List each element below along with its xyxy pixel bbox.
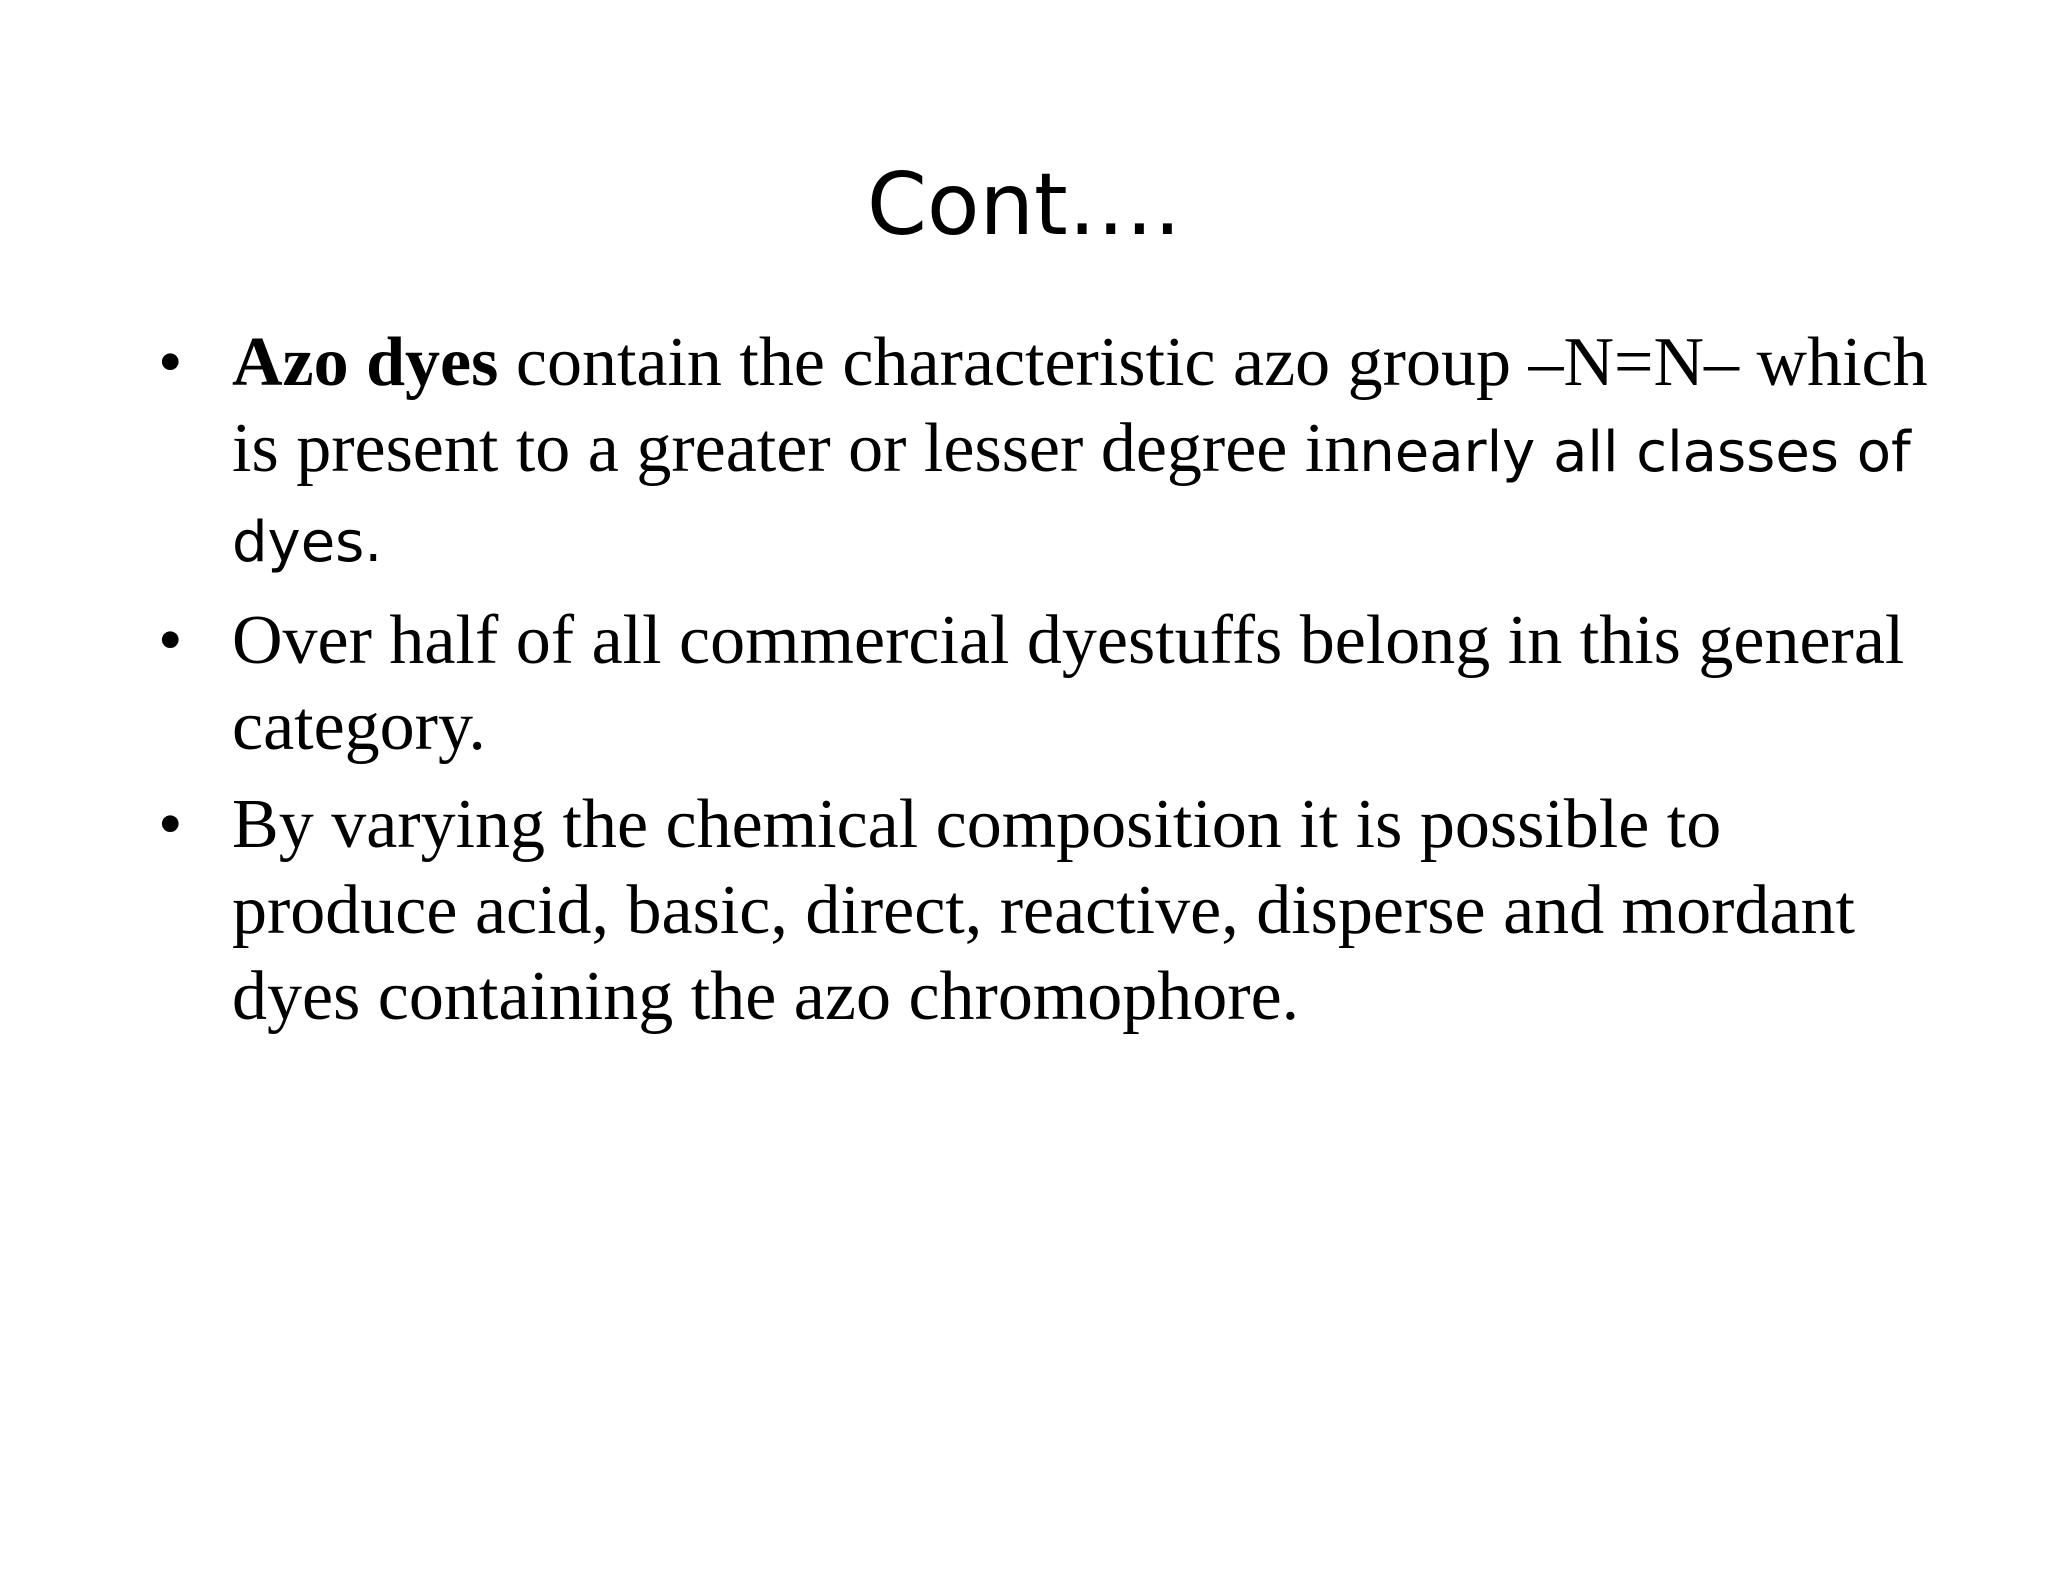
bullet-text: contain the characteristic azo group –N=N– which is present to a greater or lesser degree in — [232, 324, 1928, 487]
bullet-item-chemical-composition — [150, 782, 1930, 1040]
bold-term-azo-dyes: Azo dyes — [232, 324, 499, 401]
bullet-text: By varying the chemical composition it is possible to produce acid, basic, direct, reactive, disperse and mordant dyes containing the azo chromophore. — [232, 786, 1855, 1035]
bullet-item-azo-dyes — [150, 320, 1930, 586]
bullet-item-commercial-dyestuffs — [150, 598, 1930, 770]
bullet-marker: • — [158, 786, 183, 863]
bullet-list — [150, 320, 1930, 1052]
bullet-text-sans: nearly all classes of dyes. — [232, 420, 1911, 575]
bullet-marker: • — [158, 602, 183, 679]
bullet-text: Over half of all commercial dyestuffs belong in this general category. — [232, 602, 1905, 765]
bullet-marker: • — [158, 324, 183, 401]
slide-title: Cont…. — [866, 155, 1182, 255]
